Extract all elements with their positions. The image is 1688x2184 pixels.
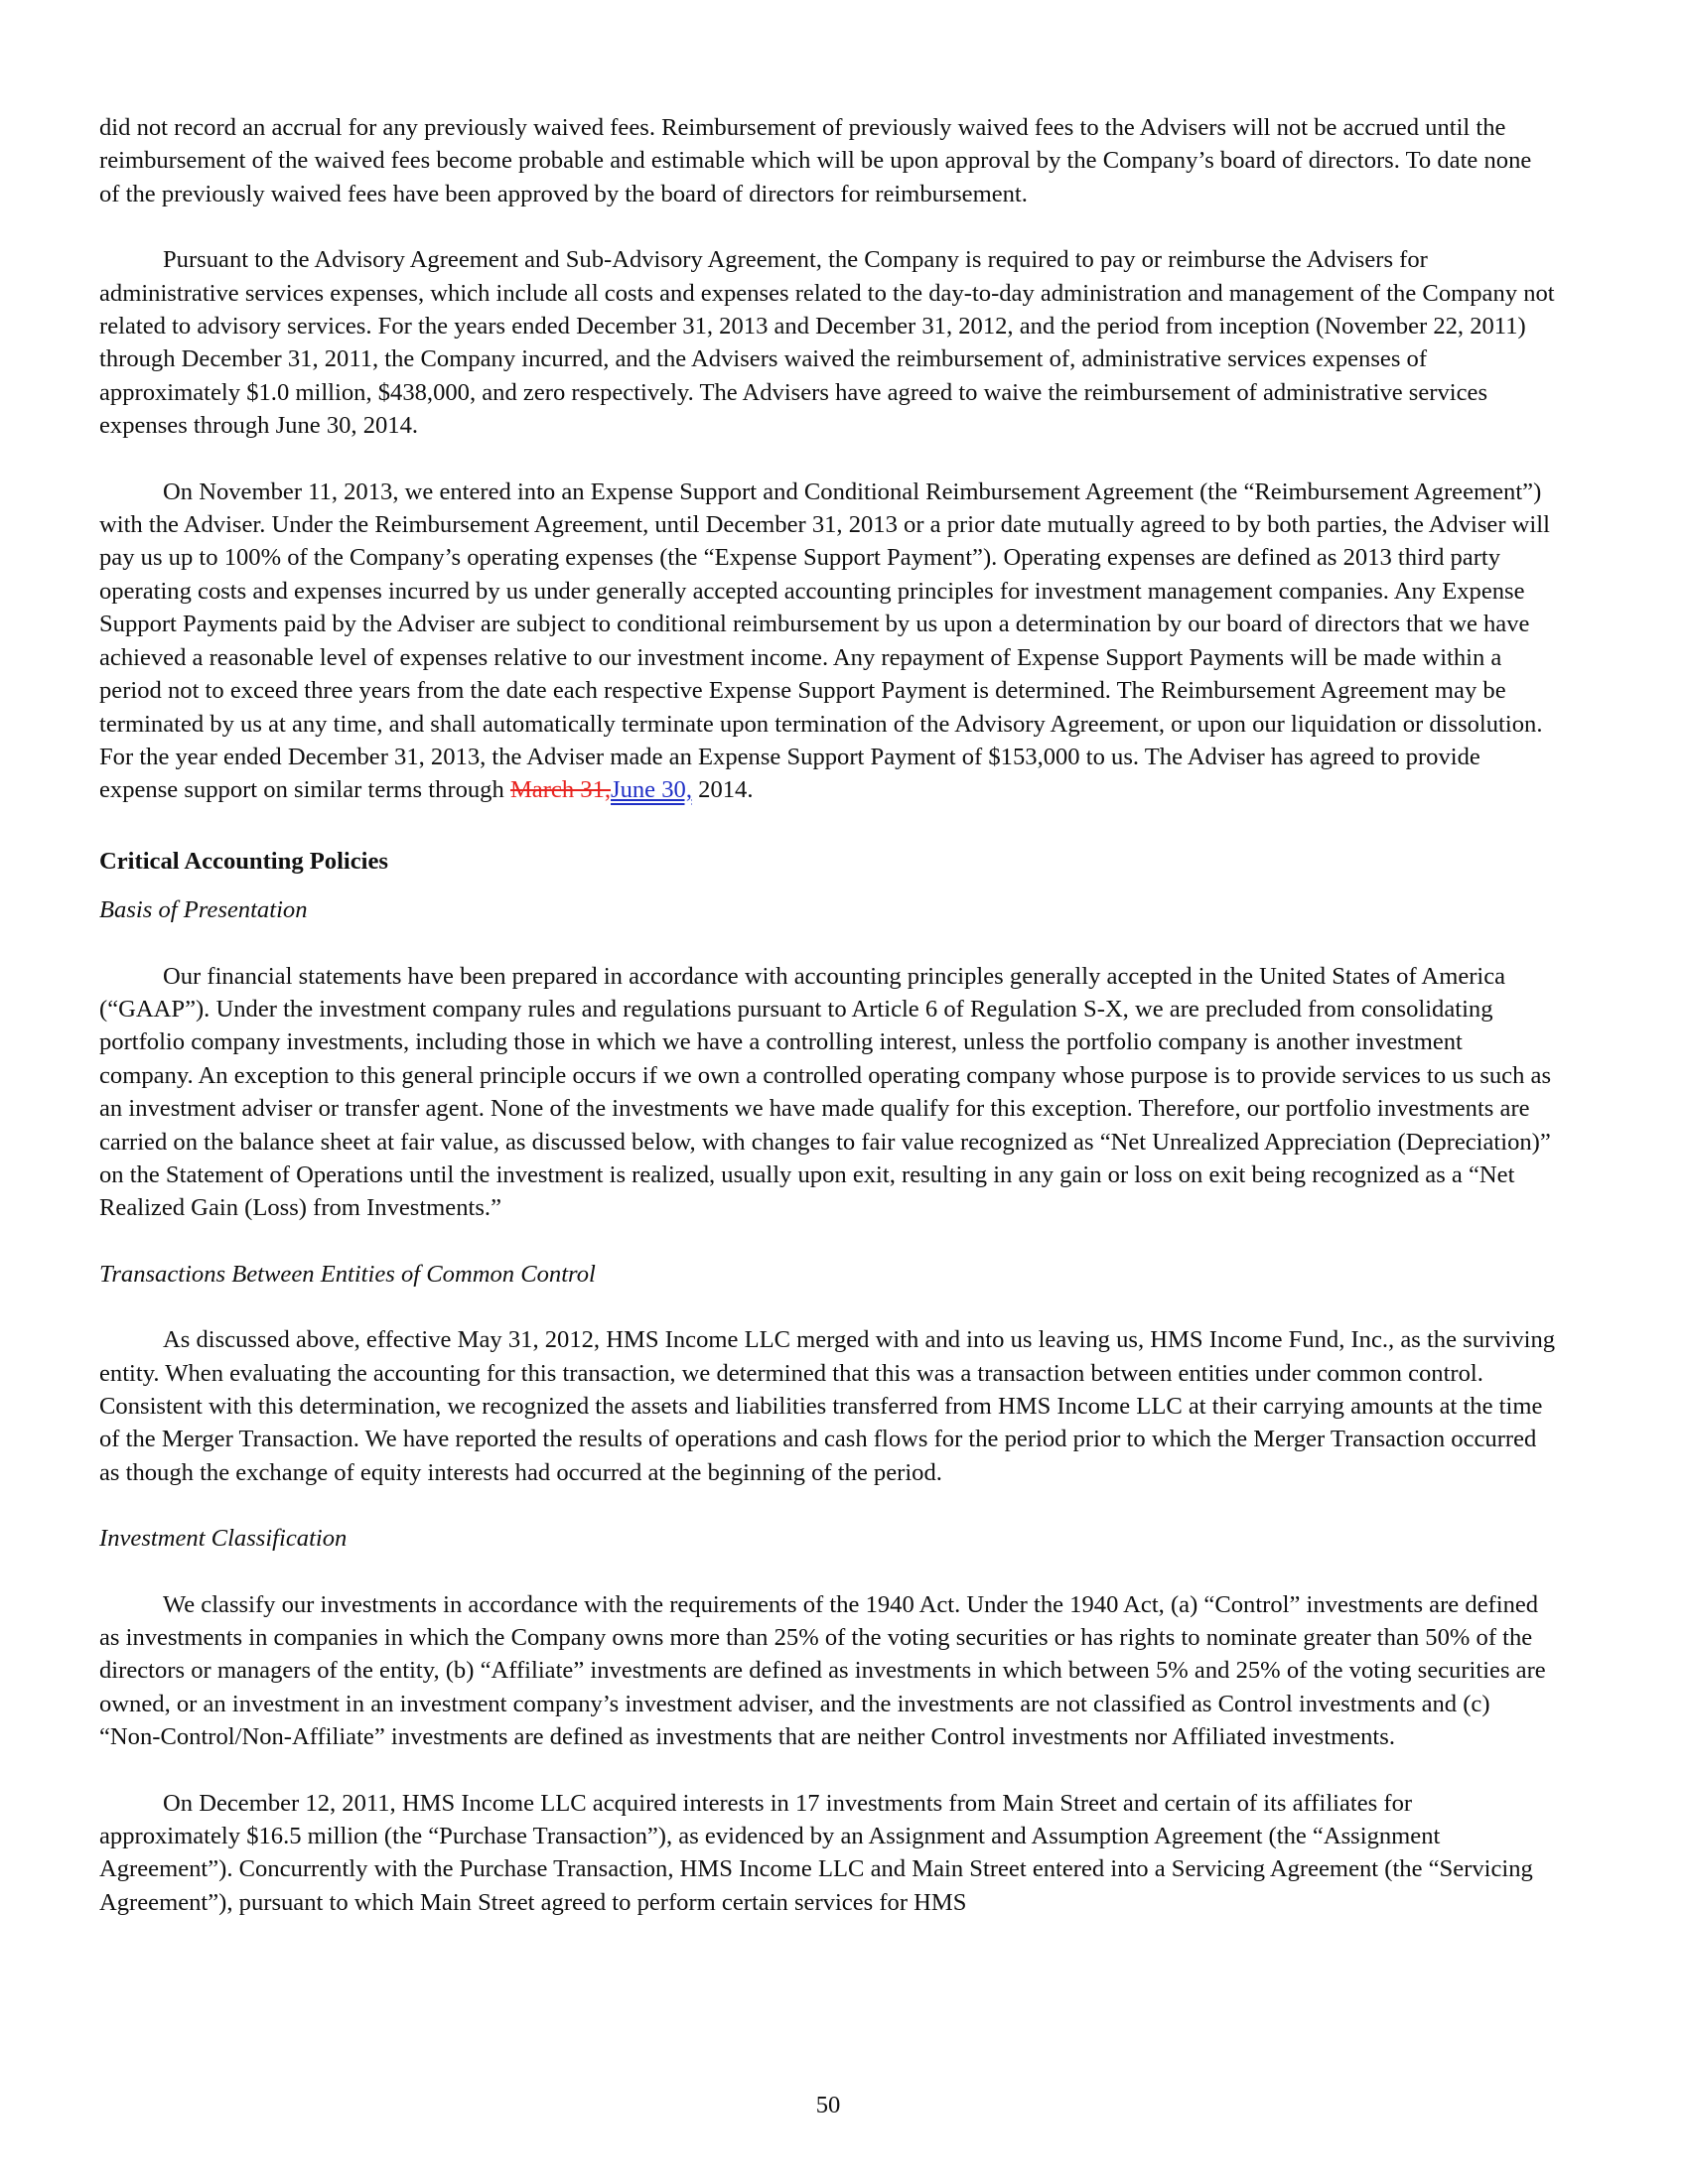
- paragraph-basis-of-presentation: Our financial statements have been prepared in accordance with accounting principles generally accepted in the United States of America (“GAAP”). Under the investment company rules and regulations pursuant to Article 6 of Regulation S-X, we are precluded from consolidating portfolio company investments, including those in which we have a controlling interest, unless the portfolio company is another investment company. An exception to this general principle occurs if we own a controlled operating company whose purpose is to provide services to us such as an investment adviser or transfer agent. None of the investments we have made qualify for this exception. Therefore, our portfolio investments are carried on the balance sheet at fair value, as discussed below, with changes to fair value recognized as “Net Unrealized Appreciation (Depreciation)” on the Statement of Operations until the investment is realized, usually upon exit, resulting in any gain or loss on exit being recognized as a “Net Realized Gain (Loss) from Investments.”: [99, 962, 1552, 1222]
- basis-of-presentation-heading: Basis of Presentation: [99, 896, 308, 924]
- tracked-deletion: March 31,: [509, 776, 612, 804]
- paragraph-reimbursement-agreement: [99, 476, 1557, 807]
- paragraph-common-control: As discussed above, effective May 31, 2012, HMS Income LLC merged with and into us leaving us, HMS Income Fund, Inc., as the surviving entity. When evaluating the accounting for this transaction, we determined that this was a transaction between entities under common control. Consistent with this determination, we recognized the assets and liabilities transferred from HMS Income LLC at their carrying amounts at the time of the Merger Transaction. We have reported the results of operations and cash flows for the period prior to which the Merger Transaction occurred as though the exchange of equity interests had occurred at the beginning of the period.: [99, 1326, 1556, 1486]
- page-number: 50: [815, 2092, 841, 2118]
- paragraph-waived-fees: did not record an accrual for any previously waived fees. Reimbursement of previously waived fees to the Advisers will not be accrued until the reimbursement of the waived fees become probable and estimable which will be upon approval by the Company’s board of directors. To date none of the previously waived fees have been approved by the board of directors for reimbursement.: [99, 114, 1532, 207]
- common-control-heading: Transactions Between Entities of Common Control: [99, 1260, 596, 1288]
- reimbursement-agreement-text: On November 11, 2013, we entered into an Expense Support and Conditional Reimbursement Agreement (the “Reimbursement Agreement”) with the Adviser. Under the Reimbursement Agreement, until December 31, 2013 or a prior date mutually agreed to by both parties, the Adviser will pay us up to 100% of the Company’s operating expenses (the “Expense Support Payment”). Operating expenses are defined as 2013 third party operating costs and expenses incurred by us under generally accepted accounting principles for investment management companies. Any Expense Support Payments paid by the Adviser are subject to conditional reimbursement by us upon a determination by our board of directors that we have achieved a reasonable level of expenses relative to our investment income. Any repayment of Expense Support Payments will be made within a period not to exceed three years from the date each respective Expense Support Payment is determined. The Reimbursement Agreement may be terminated by us at any time, and shall automatically terminate upon termination of the Advisory Agreement, or upon our liquidation or dissolution. For the year ended December 31, 2013, the Adviser made an Expense Support Payment of $153,000 to us. The Adviser has agreed to provide expense support on similar terms through: [99, 478, 1550, 804]
- reimbursement-agreement-end: 2014.: [692, 776, 754, 804]
- tracked-insertion: June 30,: [611, 776, 692, 804]
- investment-classification-heading: Investment Classification: [99, 1525, 348, 1553]
- paragraph-investment-classification: We classify our investments in accordance with the requirements of the 1940 Act. Under the 1940 Act, (a) “Control” investments are defined as investments in companies in which the Company owns more than 25% of the voting securities or has rights to nominate greater than 50% of the directors or managers of the entity, (b) “Affiliate” investments are defined as investments in which between 5% and 25% of the voting securities are owned, or an investment in an investment company’s investment adviser, and the investments are not classified as Control investments and (c) “Non-Control/Non-Affiliate” investments are defined as investments that are neither Control investments nor Affiliated investments.: [99, 1590, 1546, 1751]
- paragraph-administrative-expenses: Pursuant to the Advisory Agreement and Sub-Advisory Agreement, the Company is required to pay or reimburse the Advisers for administrative services expenses, which include all costs and expenses related to the day-to-day administration and management of the Company not related to advisory services. For the years ended December 31, 2013 and December 31, 2012, and the period from inception (November 22, 2011) through December 31, 2011, the Company incurred, and the Advisers waived the reimbursement of, administrative services expenses of approximately $1.0 million, $438,000, and zero respectively. The Advisers have agreed to waive the reimbursement of administrative services expenses through June 30, 2014.: [99, 246, 1555, 440]
- critical-accounting-policies-heading: Critical Accounting Policies: [99, 847, 388, 875]
- document-page: [99, 111, 1557, 1919]
- paragraph-purchase-transaction: On December 12, 2011, HMS Income LLC acquired interests in 17 investments from Main Street and certain of its affiliates for approximately $16.5 million (the “Purchase Transaction”), as evidenced by an Assignment and Assumption Agreement (the “Assignment Agreement”). Concurrently with the Purchase Transaction, HMS Income LLC and Main Street entered into a Servicing Agreement (the “Servicing Agreement”), pursuant to which Main Street agreed to perform certain services for HMS: [99, 1789, 1533, 1916]
